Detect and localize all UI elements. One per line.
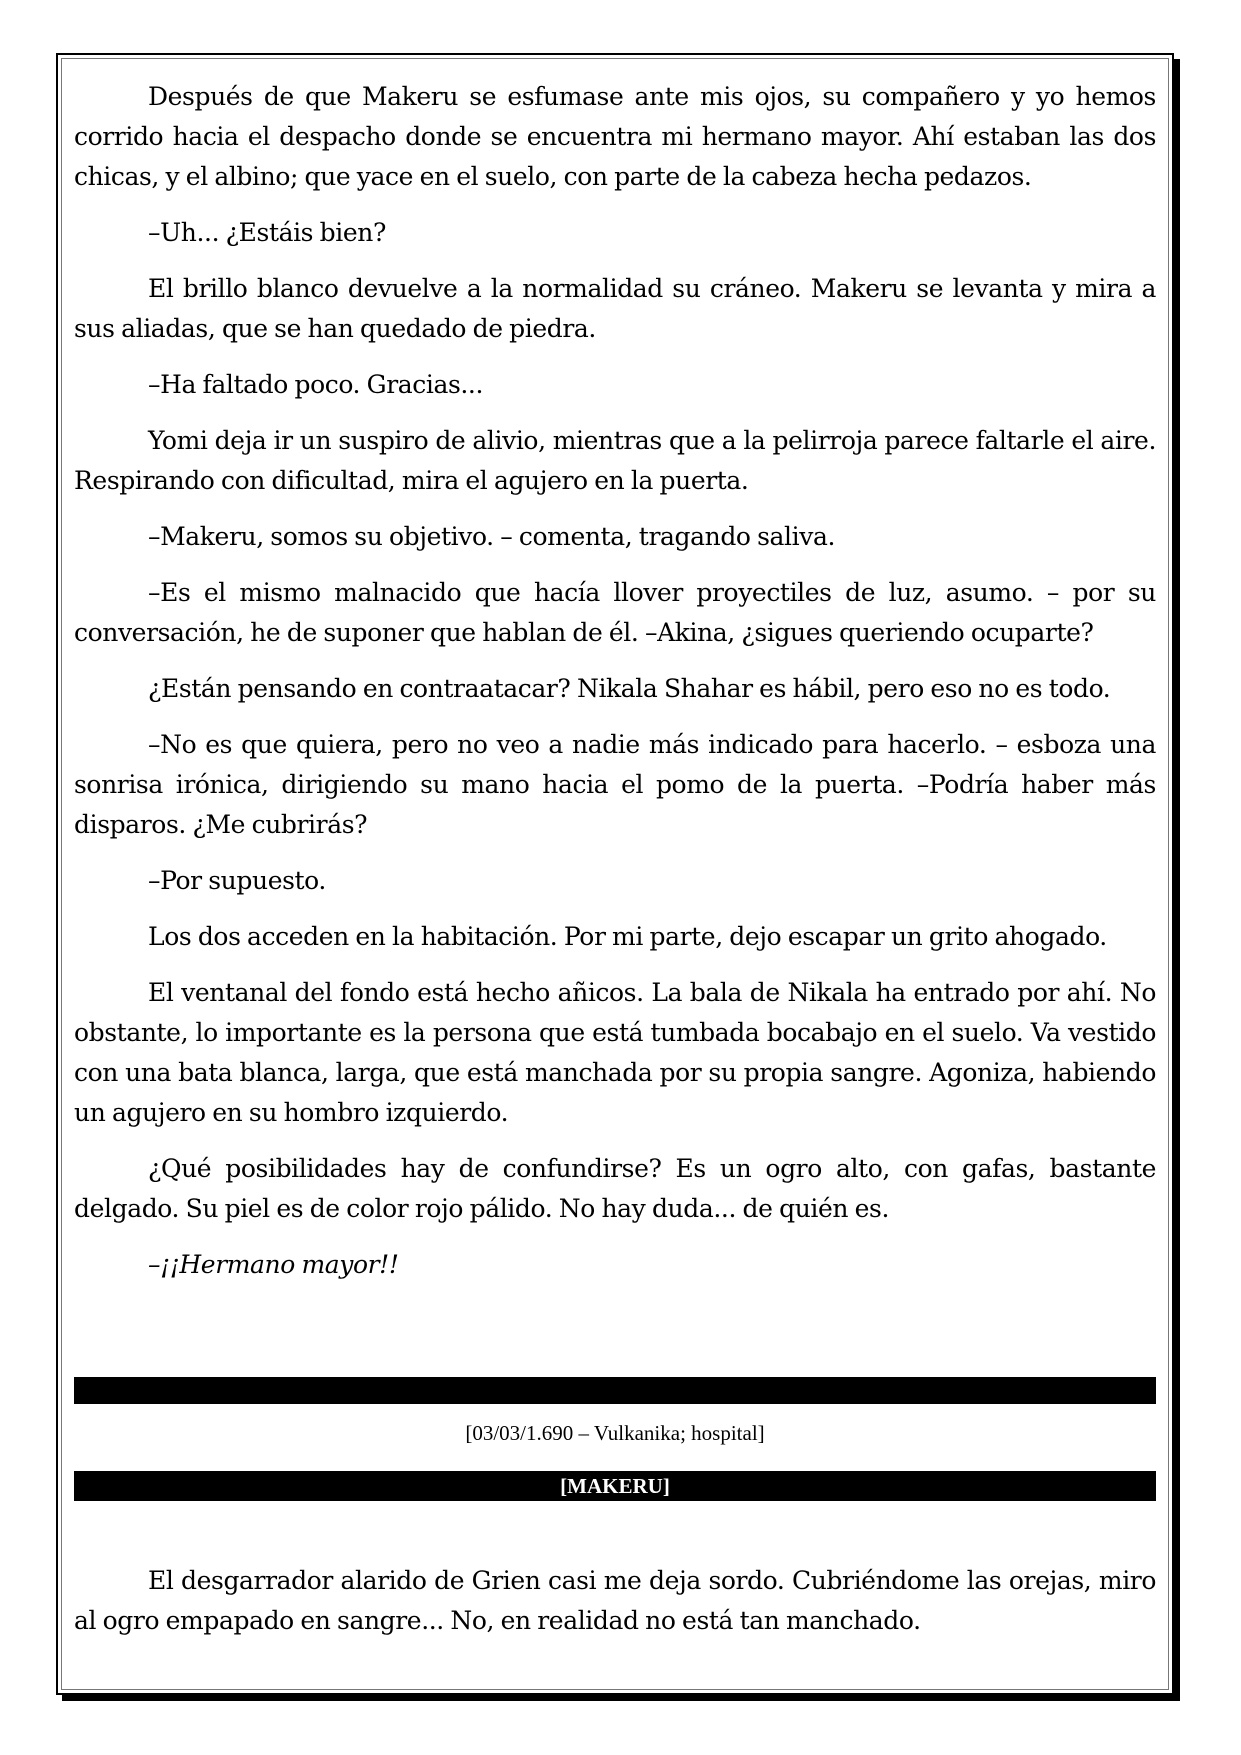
paragraph: El ventanal del fondo está hecho añicos. La bala de Nikala ha entrado por ahí. No obstante, lo importante es la persona que está tumbada bocabajo en el suelo. Va vestido con una bata blanca, larga, que está manchada por su propia sangre. Agoniza, habiendo un agujero en su hombro izquierdo. <box>74 978 1156 1127</box>
paragraph: ¿Están pensando en contraatacar? Nikala Shahar es hábil, pero eso no es todo. <box>148 674 1111 703</box>
paragraph: Yomi deja ir un suspiro de alivio, mientras que a la pelirroja parece faltarle el aire. Respirando con dificultad, mira el agujero en la puerta. <box>74 426 1156 495</box>
scene-caption: [03/03/1.690 – Vulkanika; hospital] <box>465 1421 765 1445</box>
pov-header: [MAKERU] <box>74 1471 1156 1501</box>
paragraph: –Uh... ¿Estáis bien? <box>148 218 386 247</box>
scene-divider <box>74 1377 1156 1404</box>
paragraph: ¿Qué posibilidades hay de confundirse? Es un ogro alto, con gafas, bastante delgado. Su piel es de color rojo pálido. No hay duda... de quién es. <box>74 1154 1156 1223</box>
paragraph: –Makeru, somos su objetivo. – comenta, tragando saliva. <box>148 522 836 551</box>
paragraph: Los dos acceden en la habitación. Por mi parte, dejo escapar un grito ahogado. <box>148 922 1107 951</box>
paragraph: –Es el mismo malnacido que hacía llover proyectiles de luz, asumo. – por su conversación, he de suponer que hablan de él. –Akina, ¿sigues queriendo ocuparte? <box>74 578 1156 647</box>
paragraph: –No es que quiera, pero no veo a nadie más indicado para hacerlo. – esboza una sonrisa irónica, dirigiendo su mano hacia el pomo de la puerta. –Podría haber más disparos. ¿Me cubrirás? <box>74 730 1156 839</box>
paragraph: –Por supuesto. <box>148 866 326 895</box>
paragraph: El brillo blanco devuelve a la normalidad su cráneo. Makeru se levanta y mira a sus aliadas, que se han quedado de piedra. <box>74 274 1156 343</box>
paragraph: –Ha faltado poco. Gracias... <box>148 370 484 399</box>
paragraph: Después de que Makeru se esfumase ante mis ojos, su compañero y yo hemos corrido hacia el despacho donde se encuentra mi hermano mayor. Ahí estaban las dos chicas, y el albino; que yace en el suelo, con parte de la cabeza hecha pedazos. <box>74 82 1156 191</box>
page-frame <box>56 53 1174 1695</box>
main-text <box>74 77 1156 1301</box>
paragraph-exclamation: –¡¡Hermano mayor!! <box>148 1250 399 1279</box>
paragraph: El desgarrador alarido de Grien casi me deja sordo. Cubriéndome las orejas, miro al ogro empapado en sangre... No, en realidad no está tan manchado. <box>74 1566 1156 1635</box>
bottom-text <box>74 1561 1156 1657</box>
